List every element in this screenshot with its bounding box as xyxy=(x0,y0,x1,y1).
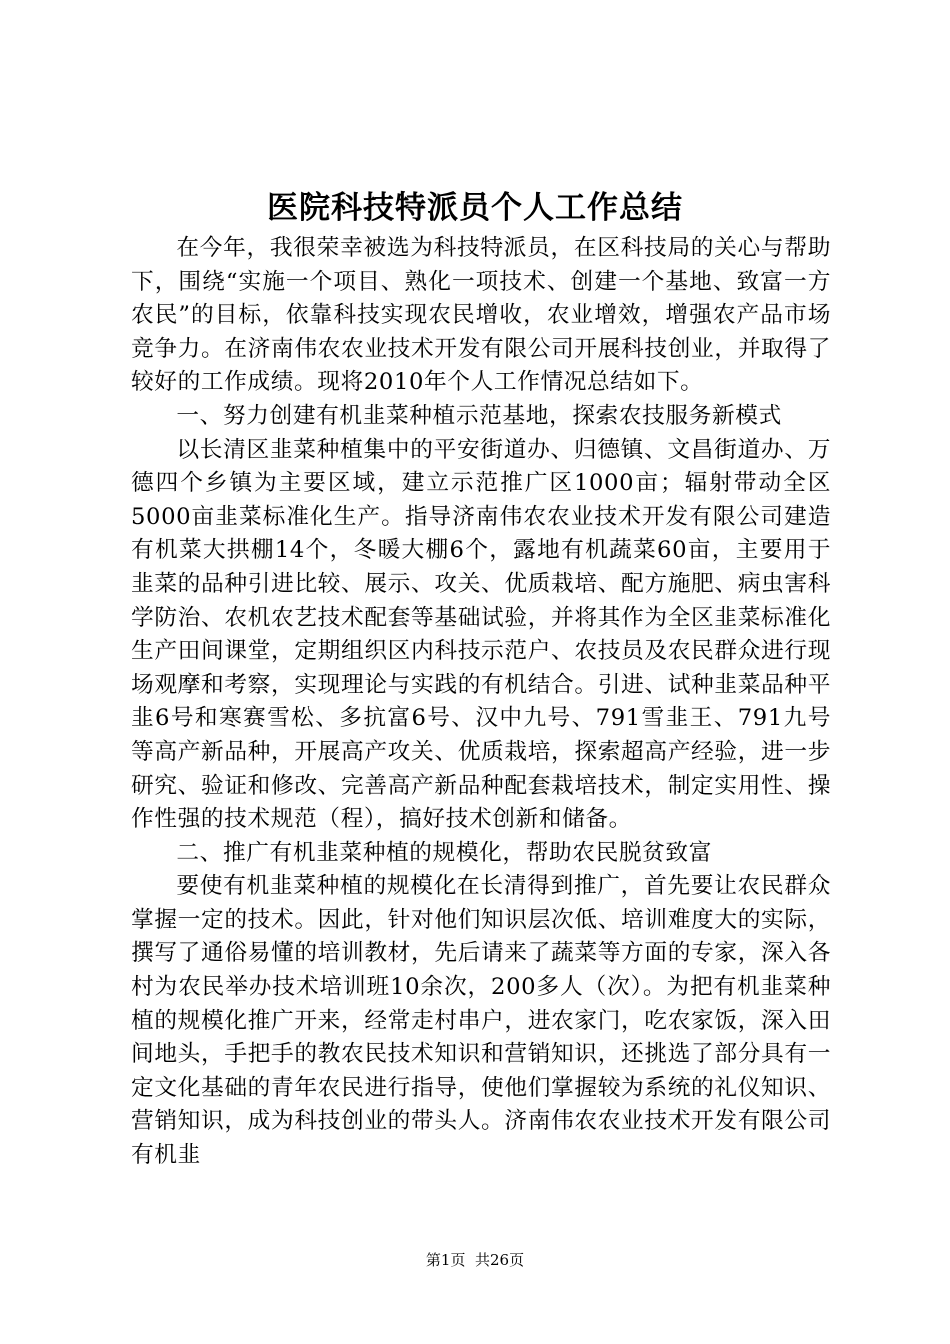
section-heading-1: 一、努力创建有机韭菜种植示范基地，探索农技服务新模式 xyxy=(176,402,782,429)
paragraph-section-2: 要使有机韭菜种植的规模化在长清得到推广，首先要让农民群众掌握一定的技术。因此，针对他们知识层次低、培训难度大的实际，撰写了通俗易懂的培训教材，先后请来了蔬菜等方面的专家，深入各村为农民举办技术培训班10余次，200多人（次）。为把有机韭菜种植的规模化推广开来，经常走村串户，进农家门，吃农家饭，深入田间地头，手把手的教农民技术知识和营销知识，还挑选了部分具有一定文化基础的青年农民进行指导，使他们掌握较为系统的礼仪知识、营销知识，成为科技创业的带头人。济南伟农农业技术开发有限公司有机韭 xyxy=(131,873,831,1169)
section-heading-2: 二、推广有机韭菜种植的规模化，帮助农民脱贫致富 xyxy=(176,839,713,866)
paragraph-intro: 在今年，我很荣幸被选为科技特派员，在区科技局的关心与帮助下，围绕“实施一个项目、熟化一项技术、创建一个基地、致富一方农民”的目标，依靠科技实现农民增收，农业增效，增强农产品市场竞争力。在济南伟农农业技术开发有限公司开展科技创业，并取得了较好的工作成绩。现将2010年个人工作情况总结如下。 xyxy=(131,235,831,396)
document-body xyxy=(131,232,831,1173)
paragraph-section-1: 以长清区韭菜种植集中的平安街道办、归德镇、文昌街道办、万德四个乡镇为主要区域，建立示范推广区1000亩；辐射带动全区5000亩韭菜标准化生产。指导济南伟农农业技术开发有限公司建造有机菜大拱棚14个，冬暖大棚6个，露地有机蔬菜60亩，主要用于韭菜的品种引进比较、展示、攻关、优质栽培、配方施肥、病虫害科学防治、农机农艺技术配套等基础试验，并将其作为全区韭菜标准化生产田间课堂，定期组织区内科技示范户、农技员及农民群众进行现场观摩和考察，实现理论与实践的有机结合。引进、试种韭菜品种平韭6号和寒赛雪松、多抗富6号、汉中九号、791雪韭王、791九号等高产新品种，开展高产攻关、优质栽培，探索超高产经验，进一步研究、验证和修改、完善高产新品种配套栽培技术，制定实用性、操作性强的技术规范（程），搞好技术创新和储备。 xyxy=(131,436,831,833)
page-number-footer: 第1页 共26页 xyxy=(425,1251,525,1269)
document-title: 医院科技特派员个人工作总结 xyxy=(267,190,683,226)
